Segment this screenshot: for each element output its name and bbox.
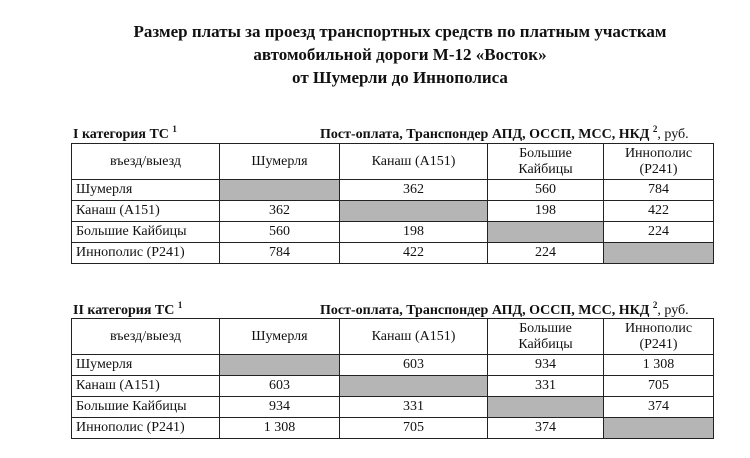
fare-cell: 422	[340, 243, 488, 264]
table-row	[72, 222, 714, 243]
fare-cell: 224	[604, 222, 714, 243]
fare-cell: 560	[220, 222, 340, 243]
fare-cell: 362	[220, 201, 340, 222]
section-1-category: I категория ТС $^1$	[73, 124, 177, 142]
column-header: Шумерля	[220, 144, 340, 180]
section-1-payment-info: Пост-оплата, Транспондер АПД, ОССП, МСС, НКД $^2$, руб.	[320, 124, 689, 142]
fare-cell: 560	[488, 180, 604, 201]
row-label: Шумерля	[72, 355, 220, 376]
fare-cell-empty	[340, 376, 488, 397]
column-header: Большие Кайбицы	[488, 144, 604, 180]
table-header-row	[72, 319, 714, 355]
column-header: Иннополис (Р241)	[604, 144, 714, 180]
fare-cell-empty	[220, 180, 340, 201]
fare-table-category-2	[71, 318, 714, 439]
column-header: Большие Кайбицы	[488, 319, 604, 355]
fare-cell: 603	[220, 376, 340, 397]
corner-header: въезд/выезд	[72, 144, 220, 180]
fare-cell: 198	[340, 222, 488, 243]
column-header: Иннополис (Р241)	[604, 319, 714, 355]
fare-cell-empty	[604, 418, 714, 439]
fare-cell: 374	[488, 418, 604, 439]
column-header: Канаш (А151)	[340, 319, 488, 355]
fare-table-category-1	[71, 143, 714, 264]
row-label: Канаш (А151)	[72, 376, 220, 397]
fare-cell: 331	[488, 376, 604, 397]
row-label: Иннополис (Р241)	[72, 418, 220, 439]
fare-cell: 331	[340, 397, 488, 418]
fare-cell-empty	[488, 222, 604, 243]
table-row	[72, 180, 714, 201]
fare-cell: 784	[604, 180, 714, 201]
fare-cell: 362	[340, 180, 488, 201]
row-label: Большие Кайбицы	[72, 222, 220, 243]
corner-header: въезд/выезд	[72, 319, 220, 355]
row-label: Канаш (А151)	[72, 201, 220, 222]
table-header-row	[72, 144, 714, 180]
fare-cell: 1 308	[220, 418, 340, 439]
fare-cell: 934	[488, 355, 604, 376]
fare-cell: 198	[488, 201, 604, 222]
fare-cell: 374	[604, 397, 714, 418]
fare-cell-empty	[604, 243, 714, 264]
fare-cell: 1 308	[604, 355, 714, 376]
row-label: Иннополис (Р241)	[72, 243, 220, 264]
fare-cell: 705	[604, 376, 714, 397]
title-line-3: от Шумерли до Иннополиса	[292, 68, 508, 87]
fare-cell: 784	[220, 243, 340, 264]
document-title	[0, 20, 750, 89]
table-row	[72, 376, 714, 397]
table-row	[72, 355, 714, 376]
fare-cell: 603	[340, 355, 488, 376]
section-2-category: II категория ТС $^1$	[73, 300, 183, 318]
fare-cell: 934	[220, 397, 340, 418]
fare-cell: 705	[340, 418, 488, 439]
title-line-1: Размер платы за проезд транспортных средств по платным участкам	[133, 22, 667, 41]
fare-cell-empty	[220, 355, 340, 376]
table-row	[72, 243, 714, 264]
title-line-2: автомобильной дороги М-12 «Восток»	[253, 45, 547, 64]
fare-cell-empty	[488, 397, 604, 418]
table-row	[72, 418, 714, 439]
row-label: Шумерля	[72, 180, 220, 201]
column-header: Шумерля	[220, 319, 340, 355]
fare-cell: 224	[488, 243, 604, 264]
fare-cell-empty	[340, 201, 488, 222]
table-row	[72, 201, 714, 222]
column-header: Канаш (А151)	[340, 144, 488, 180]
section-2-payment-info: Пост-оплата, Транспондер АПД, ОССП, МСС, НКД $^2$, руб.	[320, 300, 689, 318]
fare-cell: 422	[604, 201, 714, 222]
row-label: Большие Кайбицы	[72, 397, 220, 418]
table-row	[72, 397, 714, 418]
